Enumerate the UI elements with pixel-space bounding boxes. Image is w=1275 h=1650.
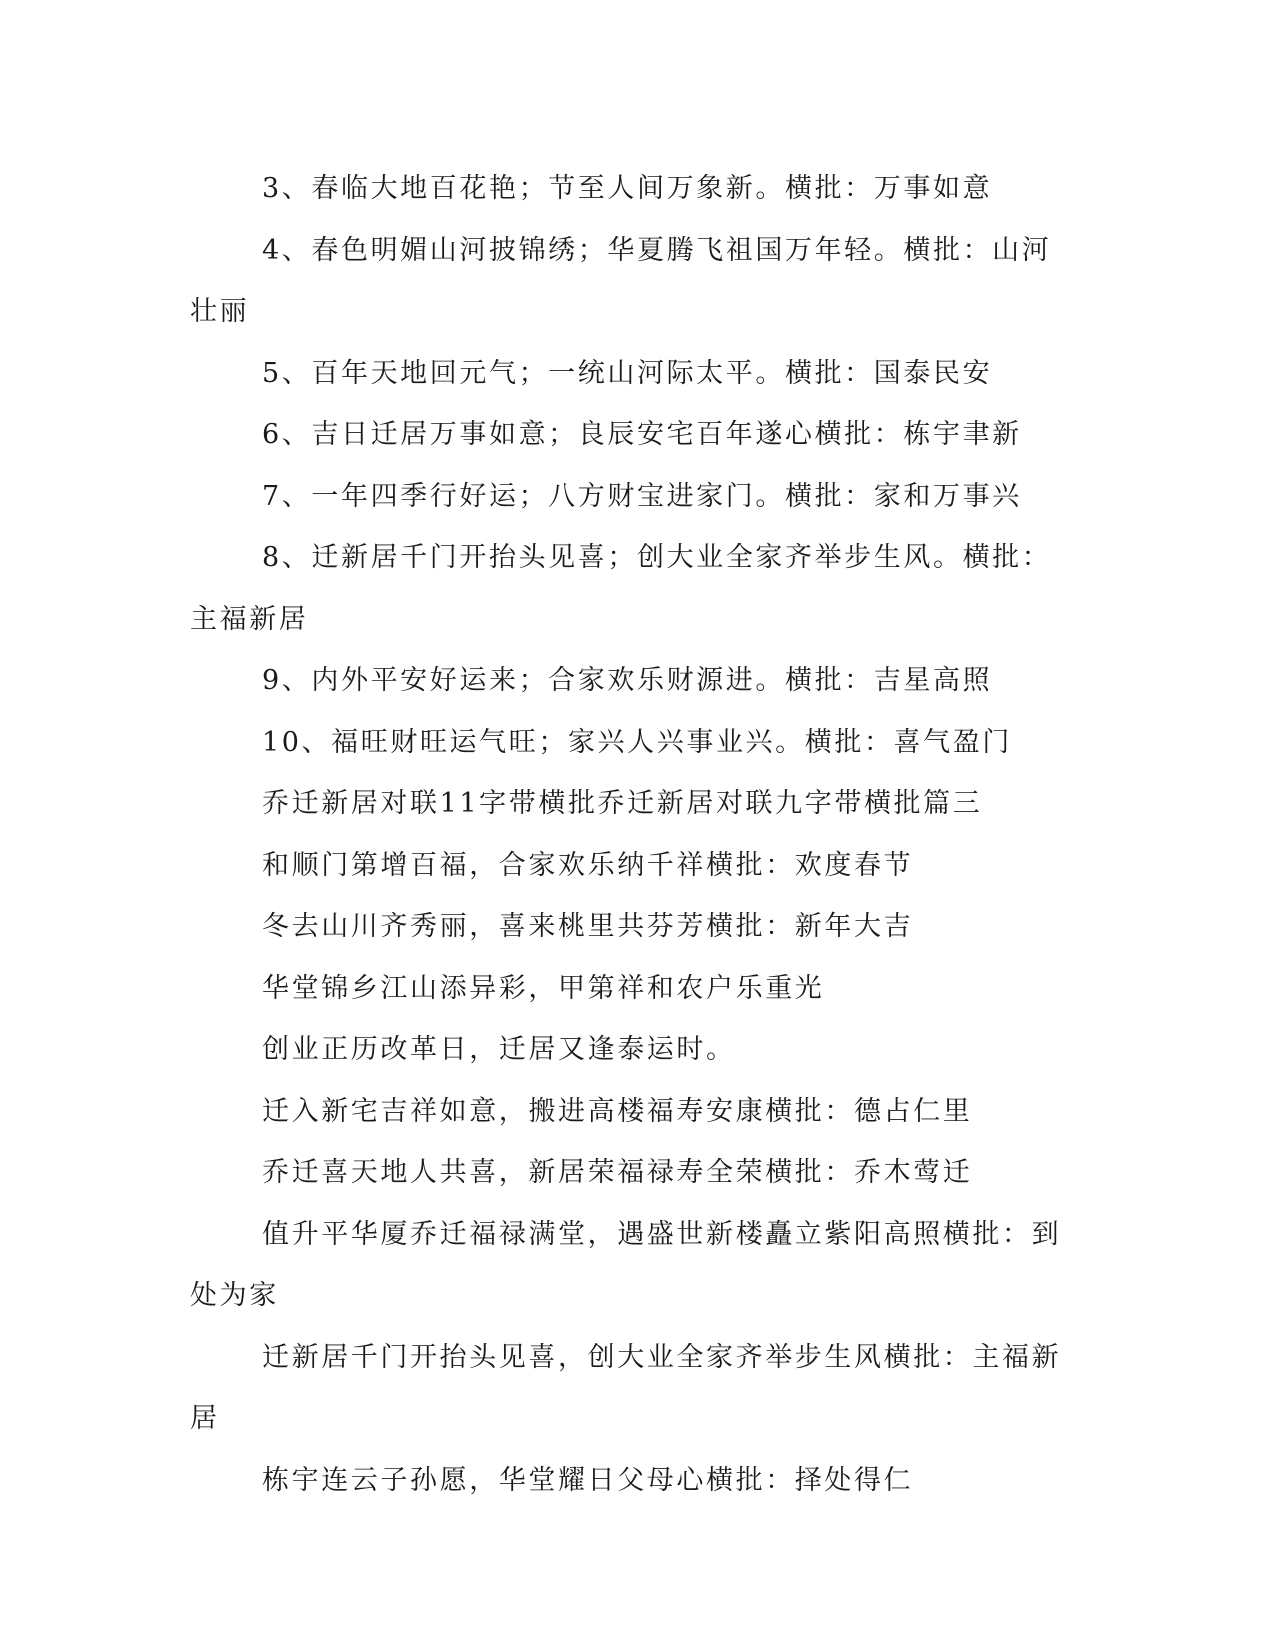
couplet-paragraph: 7、一年四季行好运；八方财宝进家门。横批：家和万事兴 — [262, 480, 1022, 512]
couplet-paragraph: 栋宇连云子孙愿，华堂耀日父母心横批：择处得仁 — [262, 1464, 914, 1496]
couplet-paragraph: 创业正历改革日，迁居又逢泰运时。 — [262, 1034, 736, 1065]
document-body — [190, 158, 1070, 1511]
couplet-paragraph: 8、迁新居千门开抬头见喜；创大业全家齐举步生风。横批：主福新居 — [190, 542, 1052, 635]
couplet-paragraph: 乔迁喜天地人共喜，新居荣福禄寿全荣横批：乔木莺迁 — [262, 1157, 973, 1188]
section-heading: 乔迁新居对联11字带横批乔迁新居对联九字带横批篇三 — [262, 788, 983, 819]
couplet-paragraph: 迁新居千门开抬头见喜，创大业全家齐举步生风横批：主福新居 — [190, 1341, 1062, 1434]
couplet-paragraph: 10、福旺财旺运气旺；家兴人兴事业兴。横批：喜气盈门 — [262, 726, 1012, 758]
couplet-paragraph: 5、百年天地回元气；一统山河际太平。横批：国泰民安 — [262, 357, 993, 389]
couplet-paragraph: 3、春临大地百花艳；节至人间万象新。横批：万事如意 — [262, 173, 993, 204]
couplet-paragraph: 4、春色明媚山河披锦绣；华夏腾飞祖国万年轻。横批：山河壮丽 — [190, 234, 1052, 327]
couplet-paragraph: 华堂锦乡江山添异彩，甲第祥和农户乐重光 — [262, 972, 825, 1004]
couplet-paragraph: 迁入新宅吉祥如意，搬进高楼福寿安康横批：德占仁里 — [262, 1095, 973, 1127]
couplet-paragraph: 6、吉日迁居万事如意；良辰安宅百年遂心横批：栋宇聿新 — [262, 419, 1022, 450]
couplet-paragraph: 和顺门第增百福，合家欢乐纳千祥横批：欢度春节 — [262, 849, 914, 881]
couplet-paragraph: 值升平华厦乔迁福禄满堂，遇盛世新楼矗立紫阳高照横批：到处为家 — [190, 1218, 1062, 1311]
couplet-paragraph: 冬去山川齐秀丽，喜来桃里共芬芳横批：新年大吉 — [262, 911, 914, 942]
couplet-paragraph: 9、内外平安好运来；合家欢乐财源进。横批：吉星高照 — [262, 665, 993, 696]
